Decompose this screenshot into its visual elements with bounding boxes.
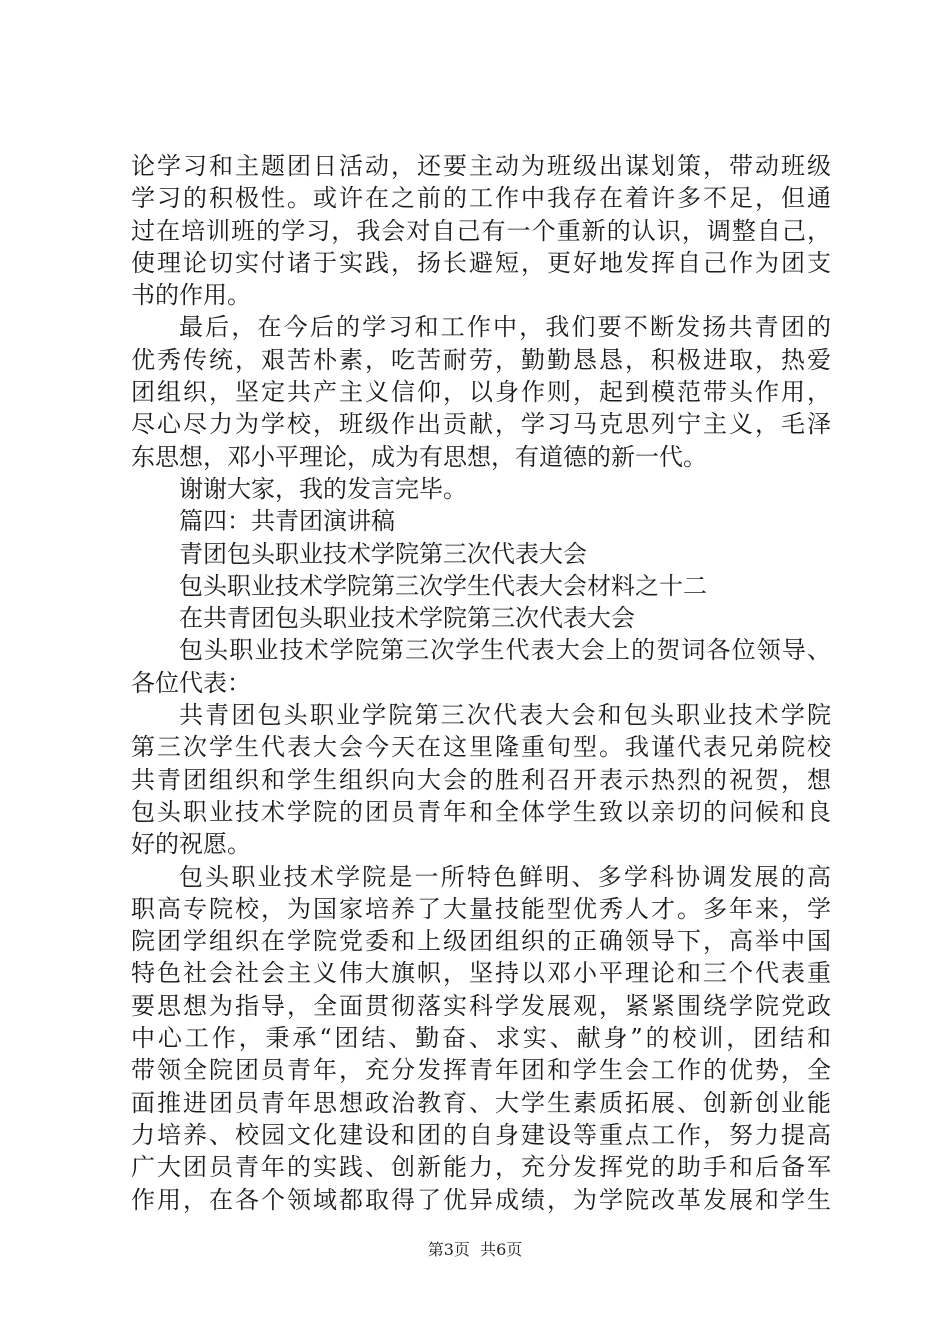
text-line: 广大团员青年的实践、创新能力，充分发挥党的助手和后备军 [131, 1153, 831, 1182]
text-line: 要思想为指导，全面贯彻落实科学发展观，紧紧围绕学院党政 [131, 991, 831, 1020]
text-line: 谢谢大家，我的发言完毕。 [179, 474, 467, 503]
text-line: 青团包头职业技术学院第三次代表大会 [179, 539, 587, 568]
text-line: 院团学组织在学院党委和上级团组织的正确领导下，高举中国 [131, 927, 831, 956]
text-line: 团组织，坚定共产主义信仰，以身作则，起到模范带头作用， [131, 378, 831, 407]
text-line: 带领全院团员青年，充分发挥青年团和学生会工作的优势，全 [131, 1056, 831, 1085]
text-line: 包头职业技术学院第三次学生代表大会材料之十二 [179, 571, 707, 600]
text-line: 论学习和主题团日活动，还要主动为班级出谋划策，带动班级 [131, 152, 831, 180]
page-footer: 第3页 共6页 [427, 1240, 523, 1259]
document-body [131, 150, 831, 1216]
text-line: 过在培训班的学习，我会对自己有一个重新的认识，调整自己， [131, 216, 831, 245]
text-line: 学习的积极性。或许在之前的工作中我存在着许多不足，但通 [131, 184, 831, 213]
text-line: 包头职业技术学院第三次学生代表大会上的贺词各位领导、 [179, 636, 831, 665]
text-line: 好的祝愿。 [131, 830, 251, 859]
text-line: 第三次学生代表大会今天在这里隆重旬型。我谨代表兄弟院校 [131, 733, 831, 762]
text-line: 特色社会社会主义伟大旗帜，坚持以邓小平理论和三个代表重 [131, 959, 831, 988]
text-line: 面推进团员青年思想政治教育、大学生素质拓展、创新创业能 [131, 1088, 831, 1117]
text-line: 最后，在今后的学习和工作中，我们要不断发扬共青团的 [179, 313, 831, 342]
text-line: 在共青团包头职业技术学院第三次代表大会 [179, 604, 635, 633]
text-line: 共青团组织和学生组织向大会的胜利召开表示热烈的祝贺，想 [131, 765, 831, 794]
text-line: 包头职业技术学院是一所特色鲜明、多学科协调发展的高 [179, 862, 831, 891]
text-line: 各位代表： [131, 668, 251, 697]
text-line: 使理论切实付诸于实践，扬长避短，更好地发挥自己作为团支 [131, 248, 831, 277]
text-line: 中心工作，秉承“团结、勤奋、求实、献身”的校训，团结和 [131, 1024, 831, 1053]
text-line: 书的作用。 [131, 281, 251, 310]
text-line: 东思想，邓小平理论，成为有思想，有道德的新一代。 [131, 442, 707, 471]
text-line: 共青团包头职业学院第三次代表大会和包头职业技术学院 [179, 701, 831, 730]
text-line: 包头职业技术学院的团员青年和全体学生致以亲切的问候和良 [131, 797, 831, 826]
text-line: 职高专院校，为国家培养了大量技能型优秀人才。多年来，学 [131, 894, 831, 923]
text-line: 优秀传统，艰苦朴素，吃苦耐劳，勤勤恳恳，积极进取，热爱 [131, 345, 831, 374]
text-line: 尽心尽力为学校，班级作出贡献，学习马克思列宁主义，毛泽 [131, 410, 831, 439]
text-line: 力培养、校园文化建设和团的自身建设等重点工作，努力提高 [131, 1120, 831, 1149]
text-line: 篇四：共青团演讲稿 [179, 507, 395, 536]
text-line: 作用，在各个领域都取得了优异成绩，为学院改革发展和学生 [131, 1185, 831, 1214]
